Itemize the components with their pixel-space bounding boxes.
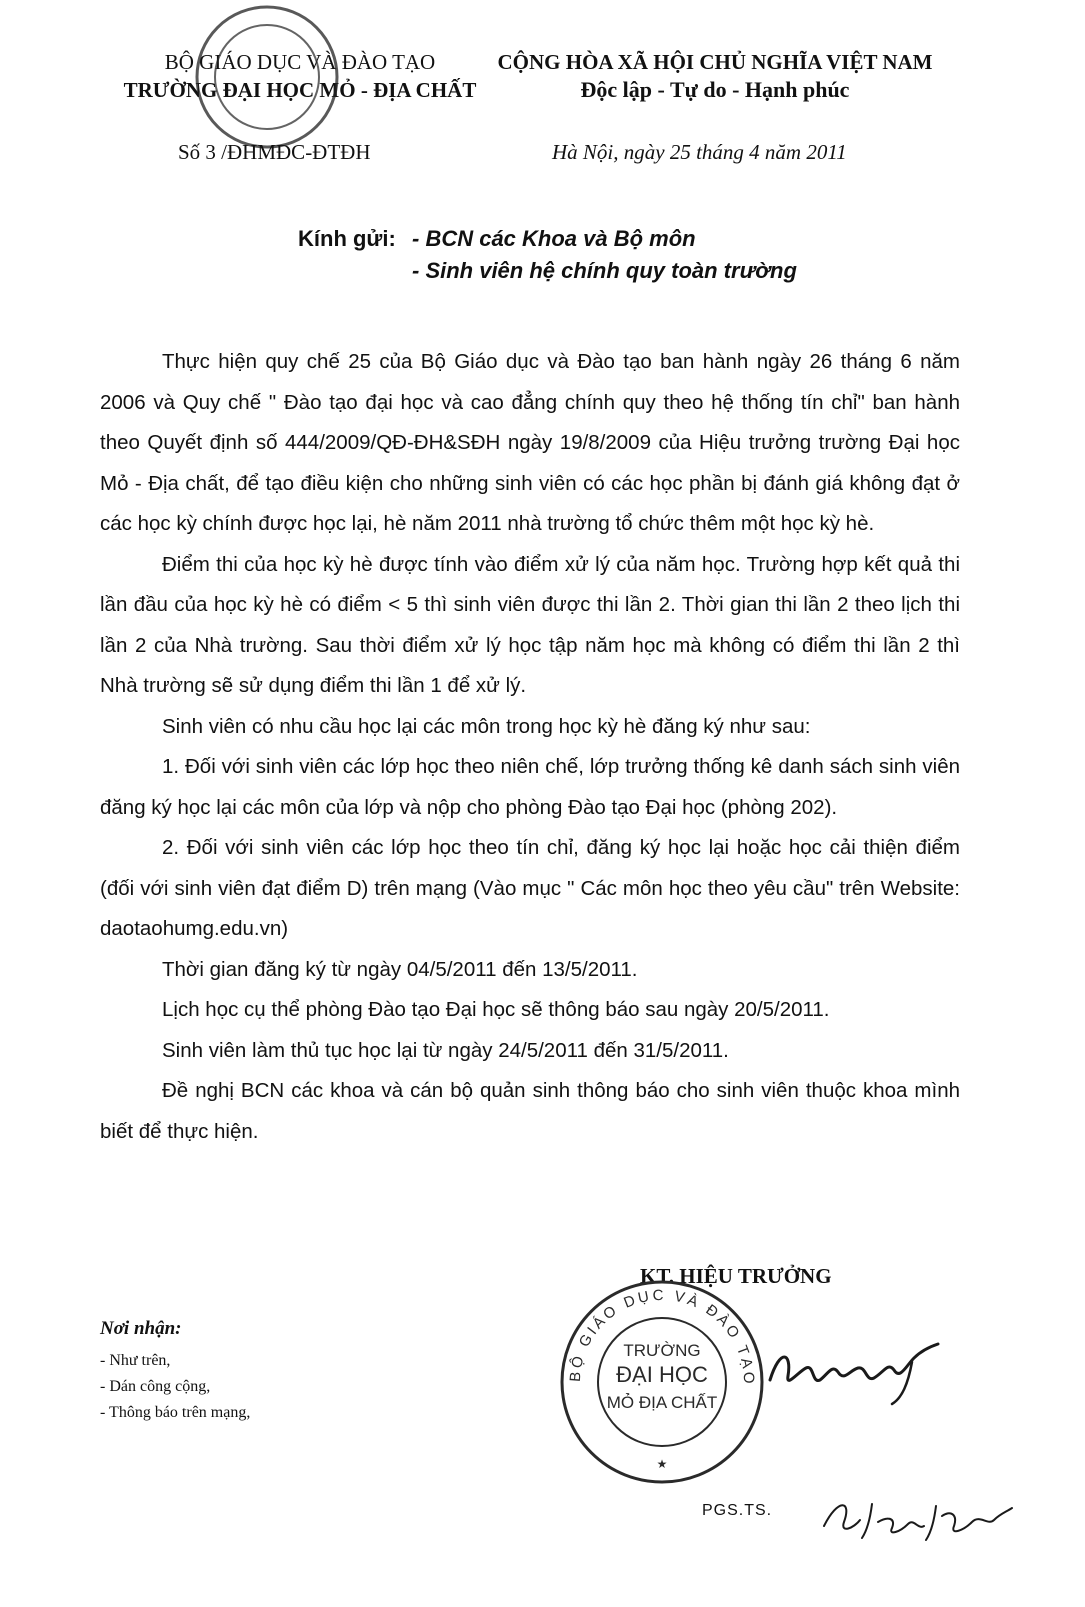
receiver-item: - Như trên, — [100, 1352, 171, 1369]
official-seal — [558, 1278, 766, 1486]
ministry-name: BỘ GIÁO DỤC VÀ ĐÀO TẠO — [164, 50, 436, 74]
body-paragraph: Thực hiện quy chế 25 của Bộ Giáo dục và Đào tạo ban hành ngày 26 tháng 6 năm 2006 và Quy chế " Đào tạo đại học và cao đẳng chính quy theo hệ thống tín chỉ" ban hành theo Quyết định số 444/2009/QĐ-ĐH&SĐH ngày 19/8/2009 của Hiệu trưởng trường Đại học Mỏ - Địa chất, để tạo điều kiện cho những sinh viên có các học phần bị đánh giá không đạt ở các học kỳ chính được học lại, hè năm 2011 nhà trường tổ chức thêm một học kỳ hè. — [100, 350, 960, 535]
receiver-item: - Thông báo trên mạng, — [100, 1404, 251, 1421]
body-paragraph: Sinh viên có nhu cầu học lại các môn trong học kỳ hè đăng ký như sau: — [162, 714, 811, 738]
body-paragraph: Thời gian đăng ký từ ngày 04/5/2011 đến 13/5/2011. — [162, 957, 638, 981]
body-paragraph: Lịch học cụ thể phòng Đào tạo Đại học sẽ thông báo sau ngày 20/5/2011. — [162, 998, 830, 1021]
signature-title: KT. HIỆU TRƯỞNG — [640, 1264, 832, 1288]
header-stamp-seal — [192, 2, 342, 152]
body-paragraph: Điểm thi của học kỳ hè được tính vào điểm xử lý của năm học. Trường hợp kết quả thi lần đầu của học kỳ hè có điểm < 5 thì sinh viên được thi lần 2. Thời gian thi lần 2 theo lịch thi lần 2 của Nhà trường. Sau thời điểm xử lý học tập năm học mà không có điểm thi lần 2 thì Nhà trường sẽ sử dụng điểm thi lần 1 để xử lý. — [100, 552, 960, 697]
seal-star-icon: ★ — [656, 1457, 668, 1471]
seal-text-line3: MỎ ĐỊA CHẤT — [606, 1393, 718, 1412]
body-paragraph: Sinh viên làm thủ tục học lại từ ngày 24/5/2011 đến 31/5/2011. — [162, 1038, 729, 1062]
signer-title: PGS.TS. — [702, 1502, 773, 1519]
document-number: Số 3 /ĐHMĐC-ĐTĐH — [178, 140, 371, 164]
seal-text-line2: ĐẠI HỌC — [616, 1362, 708, 1387]
body-paragraph: Đề nghị BCN các khoa và cán bộ quản sinh thông báo cho sinh viên thuộc khoa mình biết để thực hiện. — [100, 1079, 960, 1143]
recipient-item: - BCN các Khoa và Bộ môn — [412, 226, 696, 251]
signer-name-handwritten — [818, 1486, 1018, 1546]
seal-text-line1: TRƯỜNG — [623, 1341, 701, 1360]
national-motto: Độc lập - Tự do - Hạnh phúc — [580, 77, 850, 102]
document-date: Hà Nội, ngày 25 tháng 4 năm 2011 — [552, 140, 847, 164]
receivers-title: Nơi nhận: — [100, 1318, 182, 1339]
header-right — [480, 48, 950, 104]
notice-body — [100, 342, 960, 1152]
university-name: TRƯỜNG ĐẠI HỌC MỎ - ĐỊA CHẤT — [123, 78, 477, 102]
country-name: CỘNG HÒA XÃ HỘI CHỦ NGHĨA VIỆT NAM — [497, 50, 933, 74]
seal-ring-text: BỘ GIÁO DỤC VÀ ĐÀO TẠO — [566, 1286, 758, 1387]
body-paragraph: 1. Đối với sinh viên các lớp học theo niên chế, lớp trưởng thống kê danh sách sinh viên đăng ký học lại các môn của lớp và nộp cho phòng Đào tạo Đại học (phòng 202). — [100, 755, 960, 819]
receiver-item: - Dán công cộng, — [100, 1378, 211, 1395]
handwritten-signature — [762, 1328, 942, 1408]
recipient-item: - Sinh viên hệ chính quy toàn trường — [412, 258, 797, 283]
recipients-label: Kính gửi: — [298, 226, 396, 251]
body-paragraph: 2. Đối với sinh viên các lớp học theo tín chỉ, đăng ký học lại hoặc học cải thiện điểm (đối với sinh viên đạt điểm D) trên mạng (Vào mục " Các môn học theo yêu cầu" trên Website: daotaohumg.edu.vn) — [100, 836, 960, 940]
